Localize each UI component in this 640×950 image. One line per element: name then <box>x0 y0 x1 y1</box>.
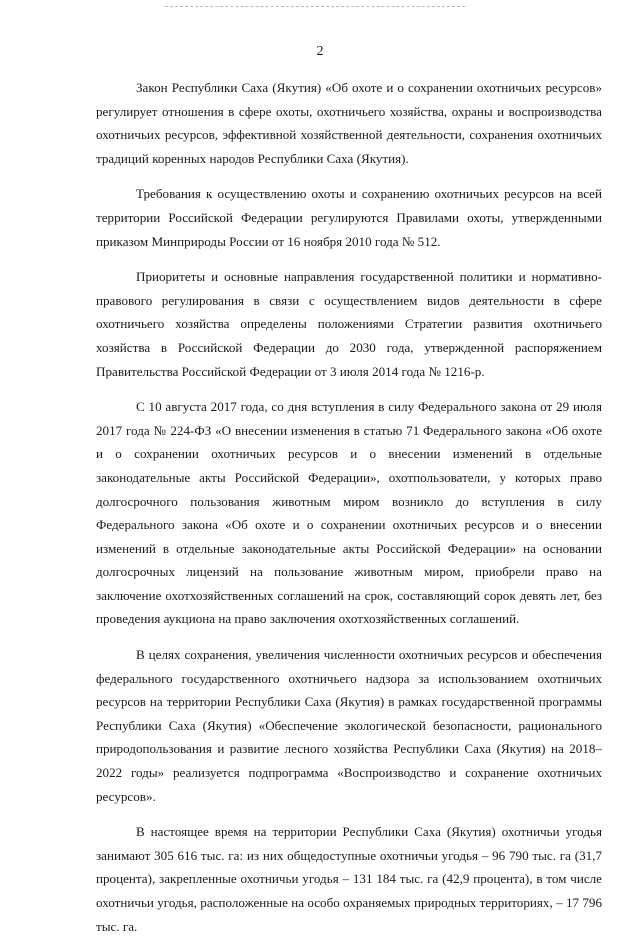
document-body <box>96 76 602 950</box>
scan-artifact-line <box>165 6 465 9</box>
paragraph-state-program: В целях сохранения, увеличения численности охотничьих ресурсов и обеспечения федерального государственного охотничьего надзора за использованием охотничьих ресурсов на территории Республики Саха (Якутия) в рамках государственной программы Республики Саха (Якутия) «Обеспечение экологической безопасности, рационального природопользования и развитие лесного хозяйства Республики Саха (Якутия) на 2018–2022 годы» реализуется подпрограмма «Воспроизводство и сохранение охотничьих ресурсов». <box>96 647 602 804</box>
paragraph-federal-law-224: С 10 августа 2017 года, со дня вступления в силу Федерального закона от 29 июля 2017 года № 224-ФЗ «О внесении изменения в статью 71 Федерального закона «Об охоте и о сохранении охотничьих ресурсов и о внесении изменений в отдельные законодательные акты Российской Федерации», охотпользователи, у которых право долгосрочного пользования животным миром возникло до вступления в силу Федерального закона «Об охоте и о сохранении охотничьих ресурсов и о внесении изменений в отдельные законодательные акты Российской Федерации» на основании долгосрочных лицензий на пользование животным миром, приобрели право на заключение охотхозяйственных соглашений на срок, составляющий сорок девять лет, без проведения аукциона на право заключения охотхозяйственных соглашений. <box>96 399 602 627</box>
paragraph-hunting-grounds-stats: В настоящее время на территории Республики Саха (Якутия) охотничьи угодья занимают 305 616 тыс. га: из них общедоступные охотничьи угодья – 96 790 тыс. га (31,7 процента), закрепленные охотничьи угодья – 131 184 тыс. га (42,9 процента), в том числе охотничьи угодья, расположенные на особо охраняемых природных территориях, – 17 796 тыс. га. <box>96 824 602 934</box>
page-number: 2 <box>316 44 324 59</box>
paragraph-law-description: Закон Республики Саха (Якутия) «Об охоте и о сохранении охотничьих ресурсов» регулирует отношения в сфере охоты, охотничьего хозяйства, охраны и воспроизводства охотничьих ресурсов, эффективной хозяйственной деятельности, сохранения охотничьих традиций коренных народов Республики Саха (Якутия). <box>96 80 602 166</box>
paragraph-hunting-rules: Требования к осуществлению охоты и сохранению охотничьих ресурсов на всей территории Российской Федерации регулируются Правилами охоты, утвержденными приказом Минприроды России от 16 ноября 2010 года № 512. <box>96 186 602 249</box>
paragraph-priorities-strategy: Приоритеты и основные направления государственной политики и нормативно-правового регулирования в связи с осуществлением видов деятельности в сфере охотничьего хозяйства определены положениями Стратегии развития охотничьего хозяйства в Российской Федерации до 2030 года, утвержденной распоряжением Правительства Российской Федерации от 3 июля 2014 года № 1216-р. <box>96 269 602 379</box>
